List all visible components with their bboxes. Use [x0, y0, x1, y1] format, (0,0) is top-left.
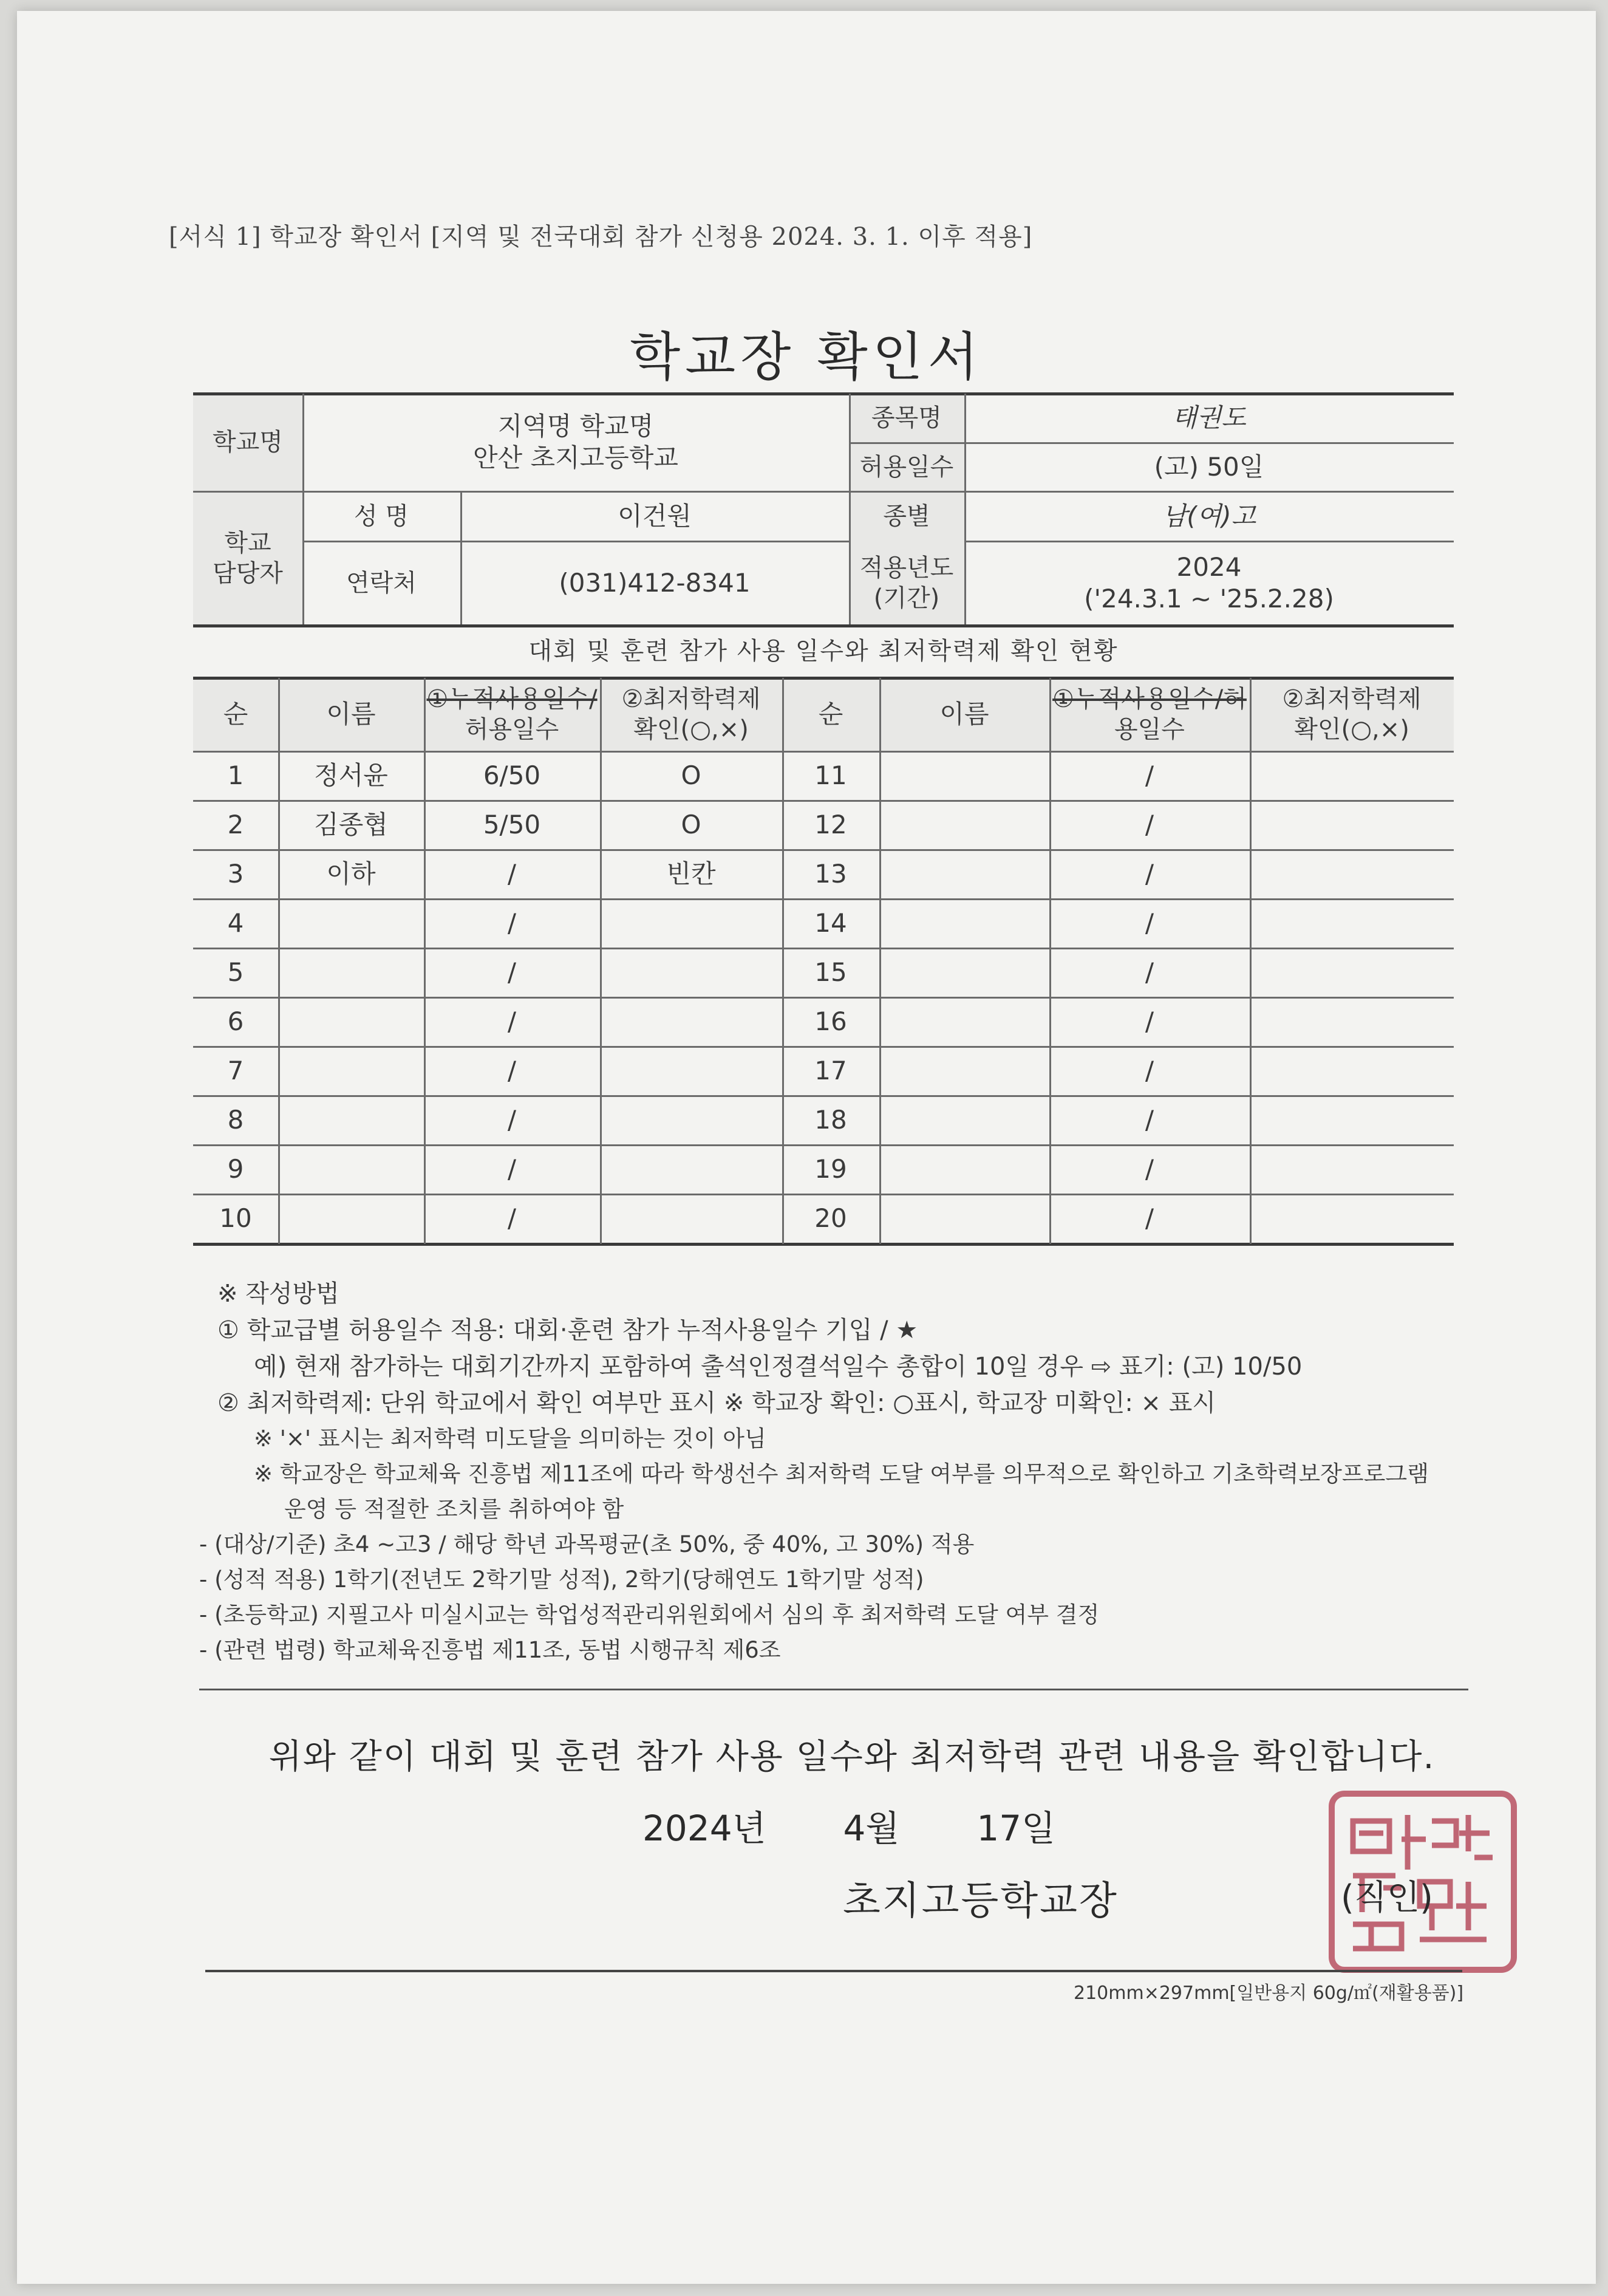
- note-item: - (관련 법령) 학교체육진흥법 제11조, 동법 시행규칙 제6조: [199, 1637, 781, 1663]
- year-label: [849, 542, 964, 624]
- col-days: [424, 678, 600, 751]
- col-check-line1: ②최저학력제: [621, 685, 761, 713]
- row-check: [1250, 998, 1454, 1046]
- col-days-right-line1: ①누적사용일수/허: [1052, 685, 1247, 713]
- issue-date: [642, 1800, 1055, 1851]
- row-no: 7: [227, 1056, 244, 1086]
- row-no: 20: [814, 1203, 847, 1234]
- row-check: [600, 998, 782, 1046]
- row-name: [879, 949, 1049, 997]
- row-check: [1250, 900, 1454, 948]
- contact-label: 연락처: [346, 569, 417, 597]
- divider: [199, 1689, 1468, 1690]
- row-days: /: [507, 1203, 517, 1234]
- row-no: 5: [227, 957, 244, 988]
- row-no: 13: [814, 859, 847, 889]
- note-item: ① 학교급별 허용일수 적용: 대회·훈련 참가 누적사용일수 기입 / ★: [217, 1316, 918, 1344]
- row-check: [600, 1146, 782, 1194]
- contact-value: (031)412-8341: [559, 567, 751, 598]
- row-days: /: [1145, 1006, 1154, 1037]
- row-no: 19: [814, 1154, 847, 1184]
- manager-label-line2: 담당자: [213, 559, 283, 587]
- row-name: [278, 949, 424, 997]
- col-name: 이름: [326, 699, 376, 729]
- row-no: 6: [227, 1006, 244, 1037]
- note-item: ※ 학교장은 학교체육 진흥법 제11조에 따라 학생선수 최저학력 도달 여부를 의무적으로 확인하고 기초학력보장프로그램: [254, 1461, 1429, 1487]
- row-name: [879, 900, 1049, 948]
- row-no: 12: [814, 810, 847, 840]
- row-check: [600, 1047, 782, 1095]
- row-name: [879, 801, 1049, 849]
- year-value-line1: 2024: [1176, 552, 1242, 582]
- row-name: [879, 1047, 1049, 1095]
- row-days: /: [1145, 957, 1154, 988]
- col-check: [600, 678, 782, 751]
- row-days: /: [507, 957, 517, 988]
- row-no: 4: [227, 908, 244, 938]
- allowed-days-value: (고) 50일: [1154, 451, 1264, 482]
- row-name: 김종협: [314, 810, 388, 840]
- col-check-right-line1: ②최저학력제: [1282, 685, 1422, 713]
- row-days: /: [507, 1056, 517, 1086]
- col-days-line2: 허용일수: [465, 716, 559, 743]
- year-value: [964, 542, 1454, 624]
- row-check: [600, 1096, 782, 1144]
- seal-label: (직인): [1341, 1878, 1433, 1918]
- row-check: [600, 949, 782, 997]
- row-check: [1250, 1146, 1454, 1194]
- document-page: [17, 11, 1596, 2284]
- row-check: [1250, 801, 1454, 849]
- row-no: 16: [814, 1006, 847, 1037]
- row-name: [879, 1096, 1049, 1144]
- note-item: ※ '×' 표시는 최저학력 미도달을 의미하는 것이 아님: [254, 1426, 766, 1452]
- year-label-line2: (기간): [873, 584, 940, 612]
- row-check: 빈칸: [666, 859, 716, 889]
- row-name: [278, 998, 424, 1046]
- row-days: /: [1145, 1105, 1154, 1135]
- row-name: [278, 1195, 424, 1243]
- row-days: /: [1145, 1203, 1154, 1234]
- row-name: [879, 1146, 1049, 1194]
- note-item: - (대상/기준) 초4 ~고3 / 해당 학년 과목평균(초 50%, 중 40%, 고 30%) 적용: [199, 1531, 975, 1557]
- row-no: 9: [227, 1154, 244, 1184]
- row-check: O: [681, 810, 701, 840]
- row-no: 3: [227, 859, 244, 889]
- year-label-line1: 적용년도: [859, 554, 954, 582]
- confirmation-statement: 위와 같이 대회 및 훈련 참가 사용 일수와 최저학력 관련 내용을 확인합니다.: [268, 1737, 1436, 1777]
- sport-value: 태권도: [1172, 402, 1246, 432]
- row-name: [879, 998, 1049, 1046]
- row-days: /: [1145, 859, 1154, 889]
- note-item: - (초등학교) 지필고사 미실시교는 학업성적관리위원회에서 심의 후 최저학력 도달 여부 결정: [199, 1602, 1100, 1628]
- gender-label: 종별: [883, 502, 930, 530]
- school-value: [302, 400, 849, 485]
- document-title: 학교장 확인서: [630, 327, 983, 388]
- row-no: 1: [227, 760, 244, 791]
- row-no: 15: [814, 957, 847, 988]
- row-name: [278, 1096, 424, 1144]
- row-check: [1250, 850, 1454, 898]
- footer-rule: [205, 1970, 1462, 1972]
- row-name: 이하: [326, 859, 376, 889]
- paper-spec: 210mm×297mm[일반용지 60g/㎡(재활용품)]: [1074, 1983, 1464, 2004]
- manager-label: [193, 492, 302, 624]
- school-label: 학교명: [213, 428, 283, 456]
- sport-label: 종목명: [871, 404, 942, 432]
- school-value-line1: 지역명 학교명: [497, 411, 654, 441]
- row-days: /: [507, 1006, 517, 1037]
- note-item: 예) 현재 참가하는 대회기간까지 포함하여 출석인정결석일수 총합이 10일 경우 ⇨ 표기: (고) 10/50: [254, 1353, 1303, 1381]
- row-days: /: [1145, 1154, 1154, 1184]
- row-check: [1250, 1096, 1454, 1144]
- row-name: 정서윤: [314, 760, 388, 791]
- row-name: [278, 900, 424, 948]
- row-check: [600, 900, 782, 948]
- status-title: 대회 및 훈련 참가 사용 일수와 최저학력제 확인 현황: [528, 637, 1119, 665]
- row-no: 18: [814, 1105, 847, 1135]
- school-value-line2: 안산 초지고등학교: [473, 443, 678, 473]
- note-item: ② 최저학력제: 단위 학교에서 확인 여부만 표시 ※ 학교장 확인: ○표시, 학교장 미확인: × 표시: [217, 1389, 1216, 1417]
- row-name: [879, 752, 1049, 800]
- row-check: [1250, 1047, 1454, 1095]
- row-no: 14: [814, 908, 847, 938]
- row-no: 2: [227, 810, 244, 840]
- col-name-right: 이름: [939, 699, 989, 729]
- row-check: [1250, 949, 1454, 997]
- row-check: [1250, 752, 1454, 800]
- col-check-right-line2: 확인(○,×): [1294, 716, 1409, 743]
- col-days-right-line2: 용일수: [1114, 716, 1185, 743]
- name-value: 이건원: [618, 501, 692, 531]
- date-month: 4월: [843, 1808, 900, 1849]
- note-item: - (성적 적용) 1학기(전년도 2학기말 성적), 2학기(당해연도 1학기말 성적): [199, 1567, 924, 1593]
- form-caption: [서식 1] 학교장 확인서 [지역 및 전국대회 참가 신청용 2024. 3. 1. 이후 적용]: [169, 223, 1033, 251]
- row-name: [278, 1047, 424, 1095]
- row-check: [1250, 1195, 1454, 1243]
- row-check: [600, 1195, 782, 1243]
- row-days: /: [1145, 908, 1154, 938]
- col-check-right: [1250, 678, 1454, 751]
- date-day: 17일: [976, 1808, 1056, 1849]
- row-days: /: [507, 1154, 517, 1184]
- row-days: /: [507, 908, 517, 938]
- row-name: [278, 1146, 424, 1194]
- row-no: 10: [219, 1203, 252, 1234]
- col-days-right: [1049, 678, 1250, 751]
- row-no: 11: [814, 760, 847, 791]
- col-check-line2: 확인(○,×): [633, 716, 749, 743]
- date-year: 2024년: [642, 1808, 766, 1849]
- note-item: 운영 등 적절한 조치를 취하여야 함: [284, 1496, 624, 1522]
- row-days: 6/50: [483, 760, 541, 791]
- year-value-line2: ('24.3.1 ~ '25.2.28): [1084, 584, 1334, 613]
- row-days: /: [1145, 810, 1154, 840]
- principal-signature: 초지고등학교장: [843, 1879, 1119, 1924]
- col-no: 순: [223, 699, 248, 729]
- row-days: /: [1145, 760, 1154, 791]
- allowed-days-label: 허용일수: [859, 453, 954, 481]
- row-check: O: [681, 760, 701, 791]
- row-days: /: [1145, 1056, 1154, 1086]
- row-days: /: [507, 859, 517, 889]
- row-no: 17: [814, 1056, 847, 1086]
- row-days: 5/50: [483, 810, 541, 840]
- col-no-right: 순: [818, 699, 843, 729]
- name-label: 성 명: [354, 502, 409, 530]
- manager-label-line1: 학교: [224, 529, 271, 557]
- row-name: [879, 850, 1049, 898]
- note-heading: ※ 작성방법: [217, 1280, 339, 1308]
- row-name: [879, 1195, 1049, 1243]
- row-no: 8: [227, 1105, 244, 1135]
- gender-value: 남(여)고: [1162, 501, 1256, 531]
- col-days-line1: ①누적사용일수/: [426, 685, 598, 713]
- row-days: /: [507, 1105, 517, 1135]
